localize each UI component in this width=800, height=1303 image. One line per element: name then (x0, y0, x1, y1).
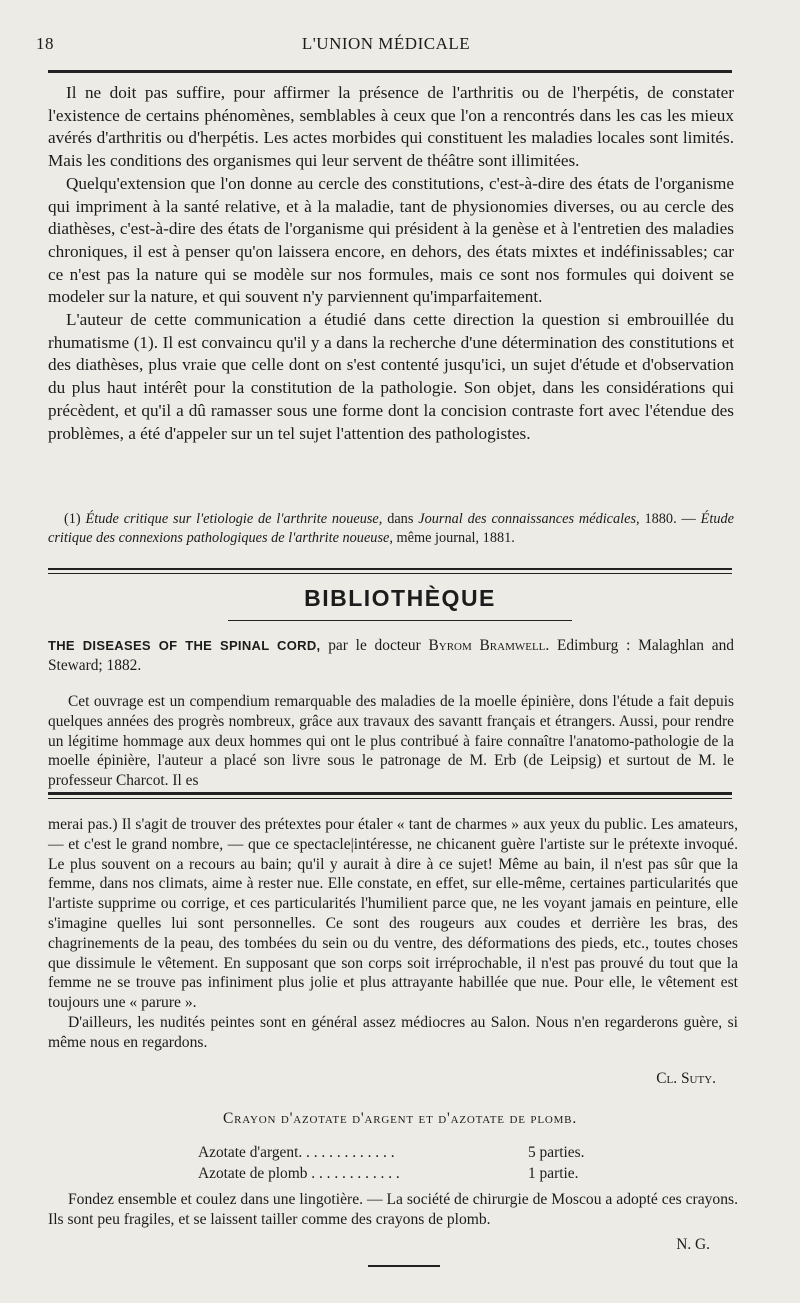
footnote-ref1-in: dans (387, 511, 414, 527)
signature: Cl. Suty. (656, 1070, 716, 1087)
book-author: Byrom Bramwell. (428, 637, 550, 654)
recipe-ingredient-2: Azotate de plomb . . . . . . . . . . . . (198, 1165, 400, 1182)
section-rule-top (48, 568, 732, 570)
recipe-ingredient-1: Azotate d'argent. . . . . . . . . . . . . (198, 1144, 395, 1161)
recipe-title: Crayon d'azotate d'argent et d'azotate de plomb. (223, 1110, 577, 1127)
book-title: THE DISEASES OF THE SPINAL CORD, (48, 638, 321, 653)
section-title-underline (228, 620, 572, 621)
footnote-ref1-journal: Journal des connaissances médicales, (418, 511, 640, 527)
article-body (48, 82, 734, 445)
footnote-ref1-title: Étude critique sur l'etiologie de l'arthrite noueuse, (85, 511, 383, 527)
salon-text (48, 815, 738, 1053)
recipe-row-2 (198, 1165, 579, 1183)
book-publisher: Edimburg : Malaghlan and Steward; 1882. (48, 637, 734, 674)
article-paragraph-3: L'auteur de cette communication a étudié dans cette direction la question si embrouillée du rhumatisme (1). Il est convaincu qu'il y a dans la recherche d'une détermination des constitutions et des diathèses, plus vraie que celle dont on s'est contenté jusqu'ici, un sujet d'étude et d'observation du plus haut intérêt pour la constitution de la pathologie. Son objet, dans les considérations qui précèdent, et qu'il a dû ramasser sous une forme dont la concision contraste fort avec l'étendue des problèmes, a été d'appeler sur un tel sujet l'attention des pathologistes. (48, 310, 734, 443)
recipe-paragraph: Fondez ensemble et coulez dans une lingotière. — La société de chirurgie de Moscou a adopté ces crayons. Ils sont peu fragiles, et se laissent tailler comme des crayons de plomb. (48, 1191, 738, 1228)
footnote-marker: (1) (64, 511, 81, 527)
recipe-row-1 (198, 1144, 585, 1162)
salon-paragraph-1: merai pas.) Il s'agit de trouver des prétextes pour étaler « tant de charmes » aux yeux du public. Les amateurs, — et c'est le grand nombre, — que ce spectacle|intéresse, ne chicanent guère l'artiste sur le prétexte invoqué. Le plus souvent on a recours au bain; qu'il y aurait à dire à ce sujet! Même au bain, il n'est pas sûr que la femme, dans nos climats, aime à rester nue. Elle constate, en effet, sur elle-même, certaines particularités que l'artiste supprime ou corrige, et ces particularités l'humilient parce que, ne les voyant jamais en peinture, elle s'imagine quelles lui sont personnelles. Ce sont des rougeurs aux coudes et derrière les bras, des chagrinements de la peau, des tombées du sein ou du ventre, des déformations des pieds, etc., toutes choses que dissimule le vêtement. En supposant que son corps soit irréprochable, il n'est pas prouvé du tout que la femme ne se trouve pas infiniment plus jolie et plus attrayante habillée que nue. Pour elle, le vêtement est toujours une « parure ». (48, 816, 738, 1012)
footnote-ref2-tail: même journal, 1881. (396, 530, 515, 546)
book-review (48, 636, 734, 791)
running-header (36, 34, 736, 62)
salon-paragraph-2: D'ailleurs, les nudités peintes sont en général assez médiocres au Salon. Nous n'en regarderons guère, si même nous en regardons. (48, 1013, 738, 1051)
footnote-ref2-title: Étude critique des connexions pathologiques de l'arthrite noueuse, (48, 511, 734, 546)
end-rule (368, 1265, 440, 1267)
section-rule-top-thin (48, 573, 732, 574)
recipe-qty-2: 1 partie. (528, 1165, 579, 1182)
book-by: par le docteur (328, 637, 421, 654)
article-paragraph-2: Quelqu'extension que l'on donne au cercle des constitutions, c'est-à-dire des états de l'organisme qui impriment à la santé relative, et à la maladie, tant de physionomies diverses, ou au cercle des diathèses, c'est-à-dire des états de l'organisme qui président à la genèse et à l'entretien des maladies chroniques, il est à penser qu'on laissera encore, en dehors, des états mixtes et indéfinissables; car ce n'est pas la nature qui se modèle sur nos formules, mais ce sont nos formules qui doivent se modeler sur la nature, et qui souvent n'y parviennent qu'imparfaitement. (48, 173, 734, 307)
page-number: 18 (36, 34, 54, 53)
recipe-qty-1: 5 parties. (528, 1144, 585, 1161)
recipe-text (48, 1190, 738, 1230)
separator-rule-thick (48, 792, 732, 795)
footnote-ref1-year: 1880. — (644, 511, 696, 527)
section-title-bibliotheque: BIBLIOTHÈQUE (304, 585, 496, 611)
article-paragraph-1: Il ne doit pas suffire, pour affirmer la présence de l'arthritis ou de l'herpétis, de constater l'existence de certains phénomènes, semblables à ceux que l'on a rencontrés dans les cas les mieux avérés d'arthritis ou d'herpétis. Les actes morbides qui constituent les maladies locales sont limités. Mais les conditions des organismes qui leur servent de théâtre sont illimitées. (48, 83, 734, 171)
book-review-text: Cet ouvrage est un compendium remarquable des maladies de la moelle épinière, dons l'étude a fait depuis quelques années des progrès nombreux, grâce aux travaux des savantt français et étrangers. Aussi, pour rendre un légitime hommage aux deux hommes qui ont le plus contribué à faire connaître l'anatomo-pathologie de la moelle épinière, l'auteur a placé son livre sous le patronage de M. Erb (de Leipsig) et surtout de M. le professeur Charcot. Il es (48, 693, 734, 790)
initials: N. G. (676, 1236, 710, 1253)
header-rule (48, 70, 732, 73)
separator-rule-thin (48, 798, 732, 799)
footnote (48, 510, 734, 548)
journal-title: L'UNION MÉDICALE (301, 34, 471, 53)
